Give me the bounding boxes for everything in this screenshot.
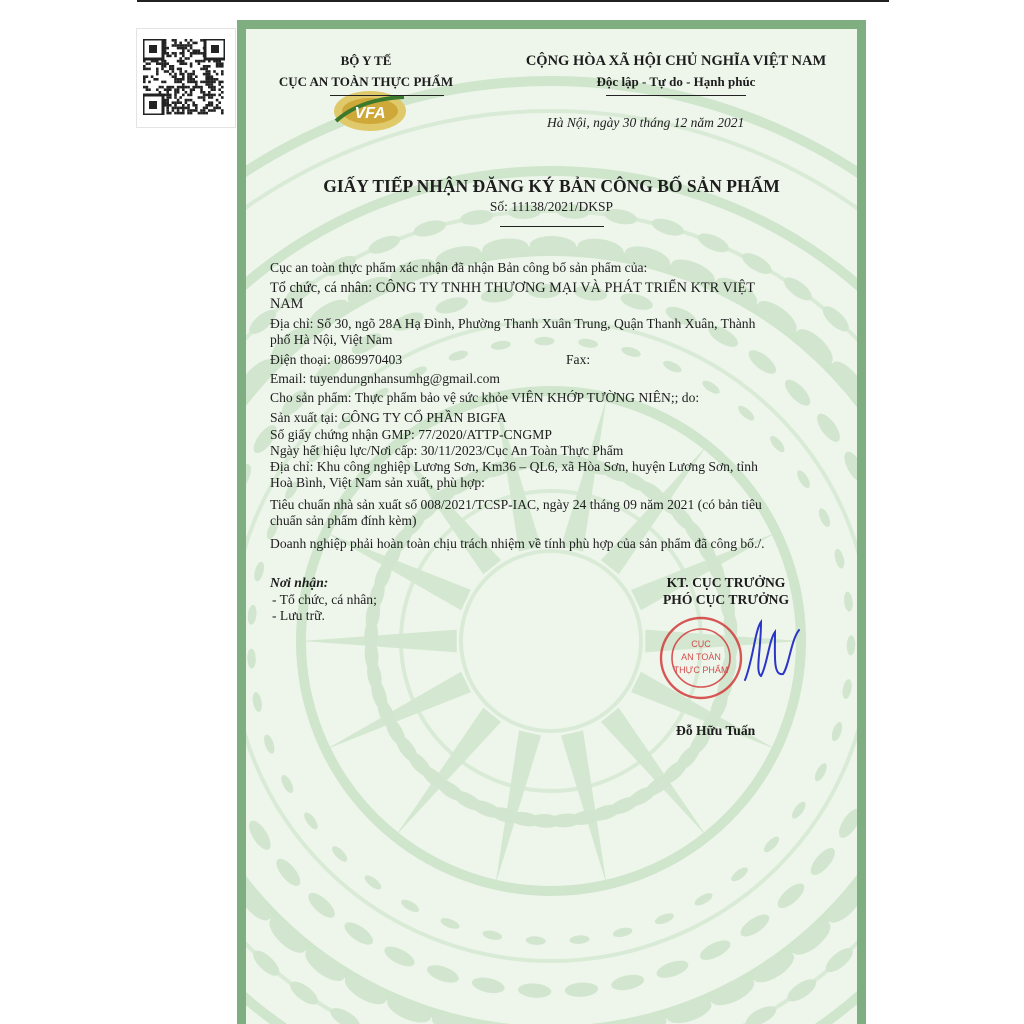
qr-code-panel[interactable]	[136, 28, 236, 128]
body-line-8: Sản xuất tại: CÔNG TY CỔ PHẦN BIGFA	[270, 410, 507, 425]
stamp-line-1: CỤC	[691, 639, 711, 649]
fax-line: Fax:	[566, 352, 591, 367]
body-line-4: Địa chỉ: Số 30, ngõ 28A Hạ Đình, Phường Thanh Xuân Trung, Quận Thanh Xuân, Thành	[270, 316, 756, 331]
body-line-5: phố Hà Nội, Việt Nam	[270, 332, 393, 347]
signer-role-1: KT. CỤC TRƯỞNG	[666, 575, 786, 590]
recipients-heading: Nơi nhận:	[270, 575, 329, 590]
body-line-10: Ngày hết hiệu lực/Nơi cấp: 30/11/2023/Cục An Toàn Thực Phẩm	[270, 443, 624, 458]
body-line-2: Tổ chức, cá nhân: CÔNG TY TNHH THƯƠNG MẠI VÀ PHÁT TRIỂN KTR VIỆT	[270, 280, 756, 296]
signer-name: Đỗ Hữu Tuấn	[676, 723, 756, 738]
recipient-1: - Tổ chức, cá nhân;	[272, 592, 377, 607]
handwritten-signature	[745, 622, 799, 680]
body-line-15: Doanh nghiệp phải hoàn toàn chịu trách nhiệm về tính phù hợp của sản phẩm đã công bố./.	[270, 536, 765, 551]
national-motto: Độc lập - Tự do - Hạnh phúc	[596, 74, 756, 89]
phone-line: Điện thoại: 0869970403	[270, 352, 403, 367]
top-divider	[137, 0, 889, 2]
body-line-9: Số giấy chứng nhận GMP: 77/2020/ATTP-CNGMP	[270, 427, 552, 442]
agency-name: CỤC AN TOÀN THỰC PHẨM	[278, 74, 454, 89]
motto-underline	[606, 95, 746, 96]
signer-role-2: PHÓ CỤC TRƯỞNG	[662, 592, 790, 607]
email-line: Email: tuyendungnhansumhg@gmail.com	[270, 371, 500, 386]
body-line-1: Cục an toàn thực phẩm xác nhận đã nhận Bản công bố sản phẩm của:	[270, 260, 648, 275]
issue-date: Hà Nội, ngày 30 tháng 12 năm 2021	[547, 115, 745, 130]
recipient-2: - Lưu trữ.	[272, 608, 325, 623]
body-line-7: Cho sản phẩm: Thực phẩm bảo vệ sức khỏe VIÊN KHỚP TƯỜNG NIÊN;; do:	[270, 390, 700, 405]
body-line-13: Tiêu chuẩn nhà sản xuất số 008/2021/TCSP-IAC, ngày 24 tháng 09 năm 2021 (có bản tiêu	[270, 497, 762, 512]
agency-underline	[330, 95, 444, 96]
stamp-line-3: THỰC PHẨM	[673, 665, 729, 675]
official-stamp	[657, 610, 807, 706]
body-line-12: Hoà Bình, Việt Nam sản xuất, phù hợp:	[270, 475, 485, 490]
body-line-14: chuẩn sản phẩm đính kèm)	[270, 513, 417, 528]
number-underline	[500, 226, 604, 227]
document-title: GIẤY TIẾP NHẬN ĐĂNG KÝ BẢN CÔNG BỐ SẢN PHẨM	[323, 176, 780, 196]
vfa-logo-text: VFA	[354, 105, 386, 122]
country-name: CỘNG HÒA XÃ HỘI CHỦ NGHĨA VIỆT NAM	[525, 53, 827, 69]
qr-code-icon	[143, 39, 225, 115]
stamp-line-2: AN TOÀN	[681, 652, 721, 662]
document-number: Số: 11138/2021/DKSP	[489, 199, 614, 214]
certificate-document	[237, 20, 866, 1024]
ministry-name: BỘ Y TẾ	[340, 53, 392, 68]
body-line-3: NAM	[270, 296, 304, 312]
body-line-11: Địa chỉ: Khu công nghiệp Lương Sơn, Km36 – QL6, xã Hòa Sơn, huyện Lương Sơn, tỉnh	[270, 459, 758, 474]
